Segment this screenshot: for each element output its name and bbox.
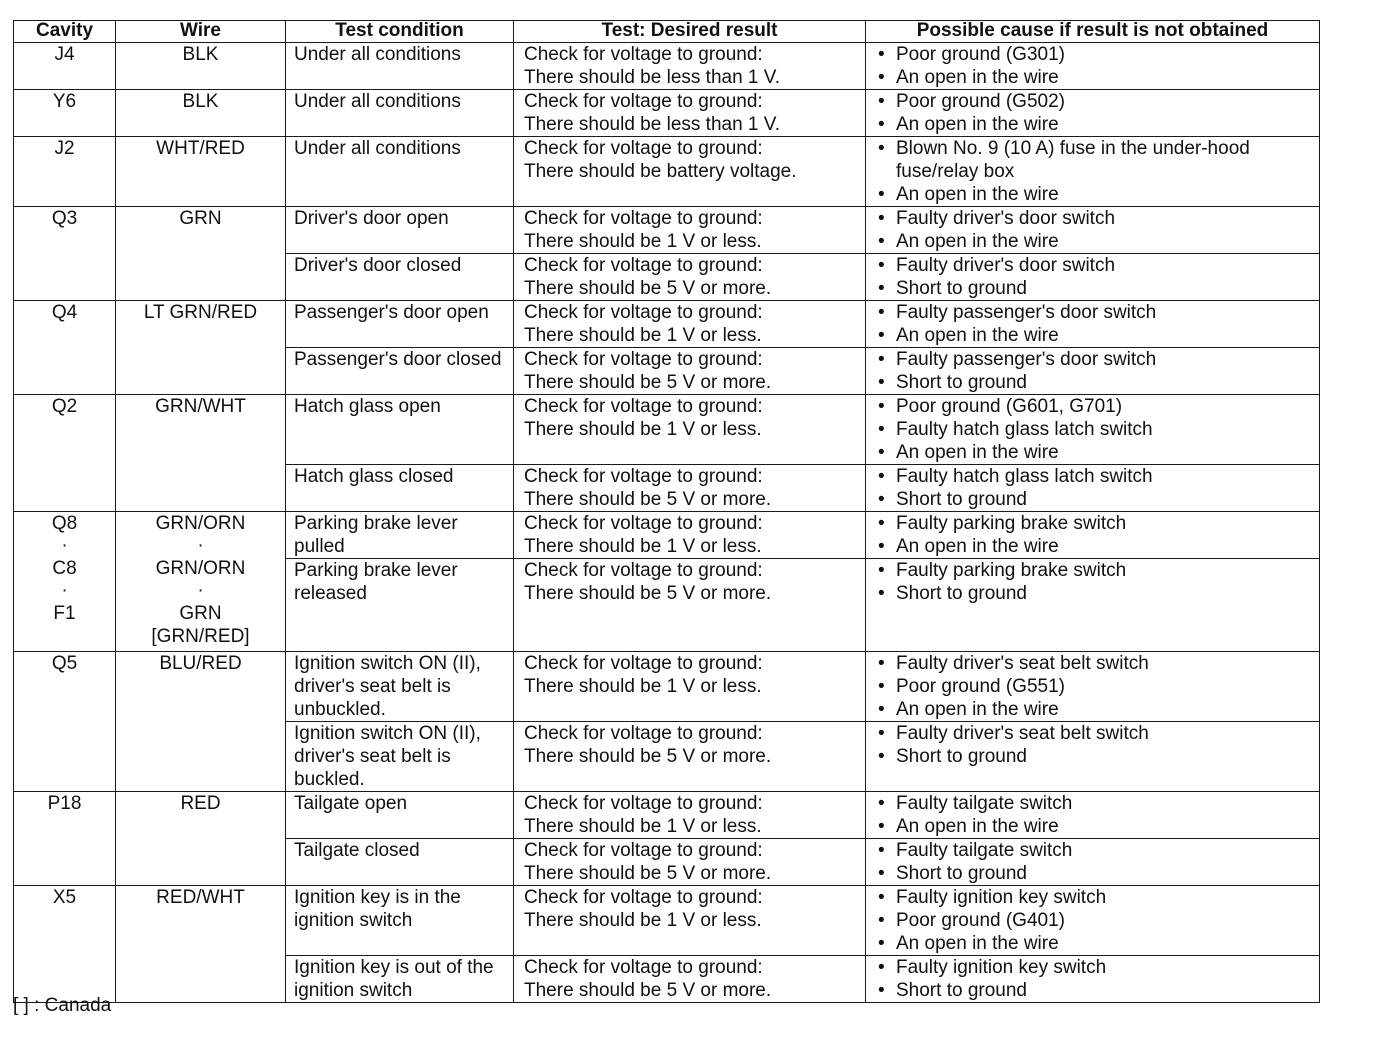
cause-item: • Faulty tailgate switch: [878, 839, 1313, 862]
cause-item: • Faulty driver's seat belt switch: [878, 722, 1313, 745]
result-line: Check for voltage to ground:: [524, 138, 763, 159]
cause-cell: [866, 512, 1320, 559]
cavity-cell: [14, 512, 116, 652]
wire-value: GRN: [179, 603, 222, 624]
cavity-cell: Q2: [14, 395, 116, 512]
cause-cell: [866, 652, 1320, 722]
cause-item: • Poor ground (G601, G701): [878, 395, 1313, 418]
wire-cell: LT GRN/RED: [116, 301, 286, 395]
cause-cell: [866, 137, 1320, 207]
cause-item: • Faulty driver's door switch: [878, 254, 1313, 277]
table-row: [14, 137, 1320, 207]
result-line: Check for voltage to ground:: [524, 887, 763, 908]
cause-item: • Short to ground: [878, 488, 1313, 511]
cause-item: • Faulty passenger's door switch: [878, 301, 1313, 324]
cause-item: • Faulty ignition key switch: [878, 956, 1313, 979]
result-cell: [514, 652, 866, 722]
cause-item: • Faulty hatch glass latch switch: [878, 418, 1313, 441]
wire-cell: BLK: [116, 90, 286, 137]
result-cell: [514, 839, 866, 886]
result-line: There should be 5 V or more.: [524, 372, 772, 393]
condition-cell: Ignition switch ON (II), driver's seat belt is unbuckled.: [286, 652, 514, 722]
cause-item: • An open in the wire: [878, 324, 1313, 347]
cavity-value: C8: [52, 558, 77, 579]
cause-cell: [866, 395, 1320, 465]
cause-item: • Blown No. 9 (10 A) fuse in the under-hood fuse/relay box: [878, 137, 1313, 183]
result-line: Check for voltage to ground:: [524, 44, 763, 65]
cause-item: • An open in the wire: [878, 230, 1313, 253]
result-cell: [514, 886, 866, 956]
result-line: There should be 1 V or less.: [524, 910, 762, 931]
header-possible-cause: Possible cause if result is not obtained: [866, 21, 1320, 43]
cavity-cell: Q3: [14, 207, 116, 301]
header-cavity: Cavity: [14, 21, 116, 43]
wire-cell: BLU/RED: [116, 652, 286, 792]
wire-value: GRN/ORN: [155, 513, 246, 534]
condition-cell: Hatch glass closed: [286, 465, 514, 512]
result-line: Check for voltage to ground:: [524, 466, 763, 487]
cause-cell: [866, 886, 1320, 956]
condition-cell: Under all conditions: [286, 43, 514, 90]
cause-item: • Faulty tailgate switch: [878, 792, 1313, 815]
result-line: Check for voltage to ground:: [524, 840, 763, 861]
cavity-cell: Y6: [14, 90, 116, 137]
table-row: [14, 886, 1320, 956]
cause-cell: [866, 465, 1320, 512]
condition-cell: Parking brake lever released: [286, 559, 514, 652]
cause-item: • An open in the wire: [878, 441, 1313, 464]
result-cell: [514, 792, 866, 839]
wire-value-canada: [GRN/RED]: [151, 626, 250, 647]
cause-item: • An open in the wire: [878, 535, 1313, 558]
header-row: [14, 21, 1320, 43]
wire-cell: RED/WHT: [116, 886, 286, 1003]
table-row: [14, 207, 1320, 254]
cause-item: • Short to ground: [878, 277, 1313, 300]
table-row: [14, 652, 1320, 722]
cause-cell: [866, 207, 1320, 254]
cause-item: • Poor ground (G551): [878, 675, 1313, 698]
cause-item: • Poor ground (G301): [878, 43, 1313, 66]
cause-item: • Short to ground: [878, 371, 1313, 394]
result-cell: [514, 348, 866, 395]
table-row: [14, 90, 1320, 137]
condition-cell: Driver's door closed: [286, 254, 514, 301]
wire-value: GRN/ORN: [155, 558, 246, 579]
cause-cell: [866, 301, 1320, 348]
result-line: There should be 1 V or less.: [524, 231, 762, 252]
cavity-cell: Q5: [14, 652, 116, 792]
result-line: There should be 1 V or less.: [524, 325, 762, 346]
troubleshooting-table-document: [13, 20, 1320, 1003]
condition-cell: Tailgate closed: [286, 839, 514, 886]
condition-cell: Driver's door open: [286, 207, 514, 254]
cause-cell: [866, 956, 1320, 1003]
condition-cell: Ignition key is out of the ignition switch: [286, 956, 514, 1003]
cause-item: • Faulty parking brake switch: [878, 512, 1313, 535]
table-row: [14, 792, 1320, 839]
cause-item: • Faulty passenger's door switch: [878, 348, 1313, 371]
result-line: There should be 5 V or more.: [524, 489, 772, 510]
cavity-cell: X5: [14, 886, 116, 1003]
cause-cell: [866, 90, 1320, 137]
troubleshooting-table: [13, 20, 1320, 1003]
wire-cell: BLK: [116, 43, 286, 90]
cavity-cell: Q4: [14, 301, 116, 395]
cause-cell: [866, 348, 1320, 395]
result-line: Check for voltage to ground:: [524, 653, 763, 674]
condition-cell: Hatch glass open: [286, 395, 514, 465]
footnote-canada: [ ] : Canada: [13, 995, 112, 1016]
result-cell: [514, 43, 866, 90]
wire-cell: GRN/WHT: [116, 395, 286, 512]
separator-dot: ·: [197, 580, 204, 601]
separator-dot: ·: [61, 535, 68, 556]
result-line: There should be 1 V or less.: [524, 816, 762, 837]
result-line: There should be 1 V or less.: [524, 536, 762, 557]
header-test-condition: Test condition: [286, 21, 514, 43]
separator-dot: ·: [197, 535, 204, 556]
result-cell: [514, 137, 866, 207]
cavity-cell: J4: [14, 43, 116, 90]
result-line: There should be 1 V or less.: [524, 419, 762, 440]
result-line: Check for voltage to ground:: [524, 723, 763, 744]
cause-cell: [866, 559, 1320, 652]
cause-item: • Short to ground: [878, 745, 1313, 768]
table-row: [14, 395, 1320, 465]
result-line: Check for voltage to ground:: [524, 91, 763, 112]
result-line: There should be battery voltage.: [524, 161, 797, 182]
result-line: There should be 5 V or more.: [524, 863, 772, 884]
result-cell: [514, 207, 866, 254]
cause-item: • Faulty driver's door switch: [878, 207, 1313, 230]
cause-item: • Short to ground: [878, 979, 1313, 1002]
cavity-cell: P18: [14, 792, 116, 886]
result-line: Check for voltage to ground:: [524, 793, 763, 814]
condition-cell: Passenger's door closed: [286, 348, 514, 395]
header-desired-result: Test: Desired result: [514, 21, 866, 43]
wire-cell: RED: [116, 792, 286, 886]
result-line: There should be 1 V or less.: [524, 676, 762, 697]
cause-item: • An open in the wire: [878, 815, 1313, 838]
result-cell: [514, 254, 866, 301]
cavity-cell: J2: [14, 137, 116, 207]
result-line: Check for voltage to ground:: [524, 255, 763, 276]
result-line: There should be 5 V or more.: [524, 583, 772, 604]
condition-cell: Under all conditions: [286, 137, 514, 207]
result-line: There should be 5 V or more.: [524, 278, 772, 299]
header-wire: Wire: [116, 21, 286, 43]
cause-item: • An open in the wire: [878, 698, 1313, 721]
condition-cell: Passenger's door open: [286, 301, 514, 348]
result-line: There should be less than 1 V.: [524, 67, 780, 88]
result-cell: [514, 722, 866, 792]
result-line: There should be less than 1 V.: [524, 114, 780, 135]
cavity-value: F1: [53, 603, 76, 624]
cause-item: • Poor ground (G401): [878, 909, 1313, 932]
cause-item: • Faulty parking brake switch: [878, 559, 1313, 582]
table-row: [14, 43, 1320, 90]
result-cell: [514, 395, 866, 465]
table-row: [14, 301, 1320, 348]
result-line: Check for voltage to ground:: [524, 208, 763, 229]
cause-cell: [866, 254, 1320, 301]
condition-cell: Under all conditions: [286, 90, 514, 137]
condition-cell: Parking brake lever pulled: [286, 512, 514, 559]
result-cell: [514, 301, 866, 348]
result-line: Check for voltage to ground:: [524, 349, 763, 370]
cause-item: • An open in the wire: [878, 932, 1313, 955]
cause-item: • Faulty ignition key switch: [878, 886, 1313, 909]
cause-item: • An open in the wire: [878, 66, 1313, 89]
cause-cell: [866, 839, 1320, 886]
cavity-value: Q8: [51, 513, 78, 534]
result-cell: [514, 465, 866, 512]
result-cell: [514, 559, 866, 652]
wire-cell: WHT/RED: [116, 137, 286, 207]
result-cell: [514, 512, 866, 559]
result-line: Check for voltage to ground:: [524, 957, 763, 978]
cause-item: • Faulty driver's seat belt switch: [878, 652, 1313, 675]
cause-cell: [866, 43, 1320, 90]
result-cell: [514, 956, 866, 1003]
cause-item: • Poor ground (G502): [878, 90, 1313, 113]
cause-item: • Short to ground: [878, 582, 1313, 605]
cause-item: • An open in the wire: [878, 113, 1313, 136]
wire-cell: GRN: [116, 207, 286, 301]
result-line: Check for voltage to ground:: [524, 302, 763, 323]
cause-cell: [866, 722, 1320, 792]
result-line: Check for voltage to ground:: [524, 396, 763, 417]
result-line: There should be 5 V or more.: [524, 746, 772, 767]
cause-cell: [866, 792, 1320, 839]
cause-item: • An open in the wire: [878, 183, 1313, 206]
result-line: There should be 5 V or more.: [524, 980, 772, 1001]
result-line: Check for voltage to ground:: [524, 560, 763, 581]
condition-cell: Tailgate open: [286, 792, 514, 839]
wire-cell: [116, 512, 286, 652]
table-row: [14, 512, 1320, 559]
separator-dot: ·: [61, 580, 68, 601]
result-line: Check for voltage to ground:: [524, 513, 763, 534]
cause-item: • Short to ground: [878, 862, 1313, 885]
condition-cell: Ignition key is in the ignition switch: [286, 886, 514, 956]
condition-cell: Ignition switch ON (II), driver's seat belt is buckled.: [286, 722, 514, 792]
cause-item: • Faulty hatch glass latch switch: [878, 465, 1313, 488]
result-cell: [514, 90, 866, 137]
